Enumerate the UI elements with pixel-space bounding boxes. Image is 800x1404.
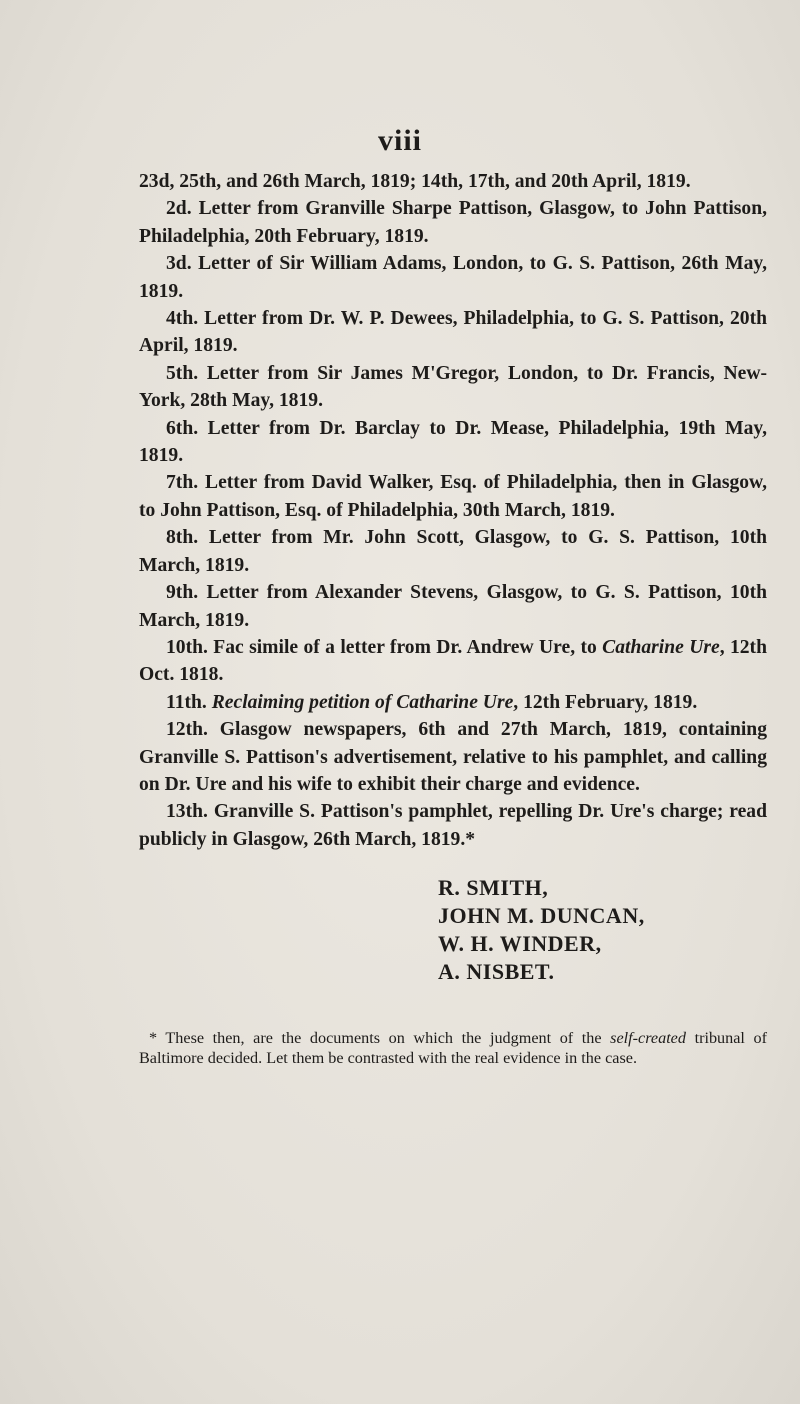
list-item-13: 13th. Granville S. Pattison's pamphlet, repelling Dr. Ure's charge; read publicly in Glasgow, 26th March, 1819.* <box>139 801 767 850</box>
list-item-3: 3d. Letter of Sir William Adams, London, to G. S. Pattison, 26th May, 1819. <box>139 253 767 302</box>
signatory-name: R. SMITH, <box>438 875 549 900</box>
list-item-12: 12th. Glasgow newspapers, 6th and 27th March, 1819, containing Granville S. Pattison's advertisement, relative to his pamphlet, and calling on Dr. Ure and his wife to exhibit their charge and evidence. <box>139 719 767 795</box>
list-item-5: 5th. Letter from Sir James M'Gregor, London, to Dr. Francis, New-York, 28th May, 1819. <box>139 362 767 412</box>
list-item-7: 7th. Letter from David Walker, Esq. of Philadelphia, then in Glasgow, to John Pattison, Esq. of Philadelphia, 30th March, 1819. <box>139 472 767 521</box>
list-item-10-date: , 12th Oct. 1818. <box>139 636 767 686</box>
list-item-11-italic: Reclaiming petition of Catharine Ure <box>211 691 514 713</box>
list-item-4: 4th. Letter from Dr. W. P. Dewees, Philadelphia, to G. S. Pattison, 20th April, 1819. <box>139 308 767 357</box>
document-list <box>139 168 767 853</box>
list-item-11-date: , 12th February, 1819. <box>513 691 698 713</box>
footnote-italic: self-created <box>610 1029 686 1047</box>
list-item-10 <box>139 634 767 689</box>
list-item-2: 2d. Letter from Granville Sharpe Pattison, Glasgow, to John Pattison, Philadelphia, 20th February, 1819. <box>139 198 767 247</box>
signatory-name: JOHN M. DUNCAN, <box>438 903 645 928</box>
list-item-8: 8th. Letter from Mr. John Scott, Glasgow, to G. S. Pattison, 10th March, 1819. <box>139 527 767 576</box>
signature-block <box>438 874 768 986</box>
list-item-9: 9th. Letter from Alexander Stevens, Glasgow, to G. S. Pattison, 10th March, 1819. <box>139 582 767 631</box>
list-item-11 <box>139 689 767 716</box>
footnote-text-start: * These then, are the documents on which the judgment of the <box>149 1029 611 1047</box>
list-item-11-number: 11th. <box>166 691 212 713</box>
list-item-6: 6th. Letter from Dr. Barclay to Dr. Mease, Philadelphia, 19th May, 1819. <box>139 417 767 467</box>
footnote-text <box>139 1029 767 1068</box>
page-number: viii <box>377 124 422 157</box>
list-item-continuation: 23d, 25th, and 26th March, 1819; 14th, 17th, and 20th April, 1819. <box>139 171 691 192</box>
signatory-name: W. H. WINDER, <box>438 931 602 956</box>
footnote <box>139 1029 767 1068</box>
list-item-10-italic: Catharine Ure <box>602 636 720 658</box>
footnote-text-end: tribunal of Baltimore decided. Let them be contrasted with the real evidence in the case. <box>139 1029 767 1067</box>
signatory-name: A. NISBET. <box>438 959 555 984</box>
list-item-10-text: 10th. Fac simile of a letter from Dr. Andrew Ure, to <box>166 636 603 658</box>
